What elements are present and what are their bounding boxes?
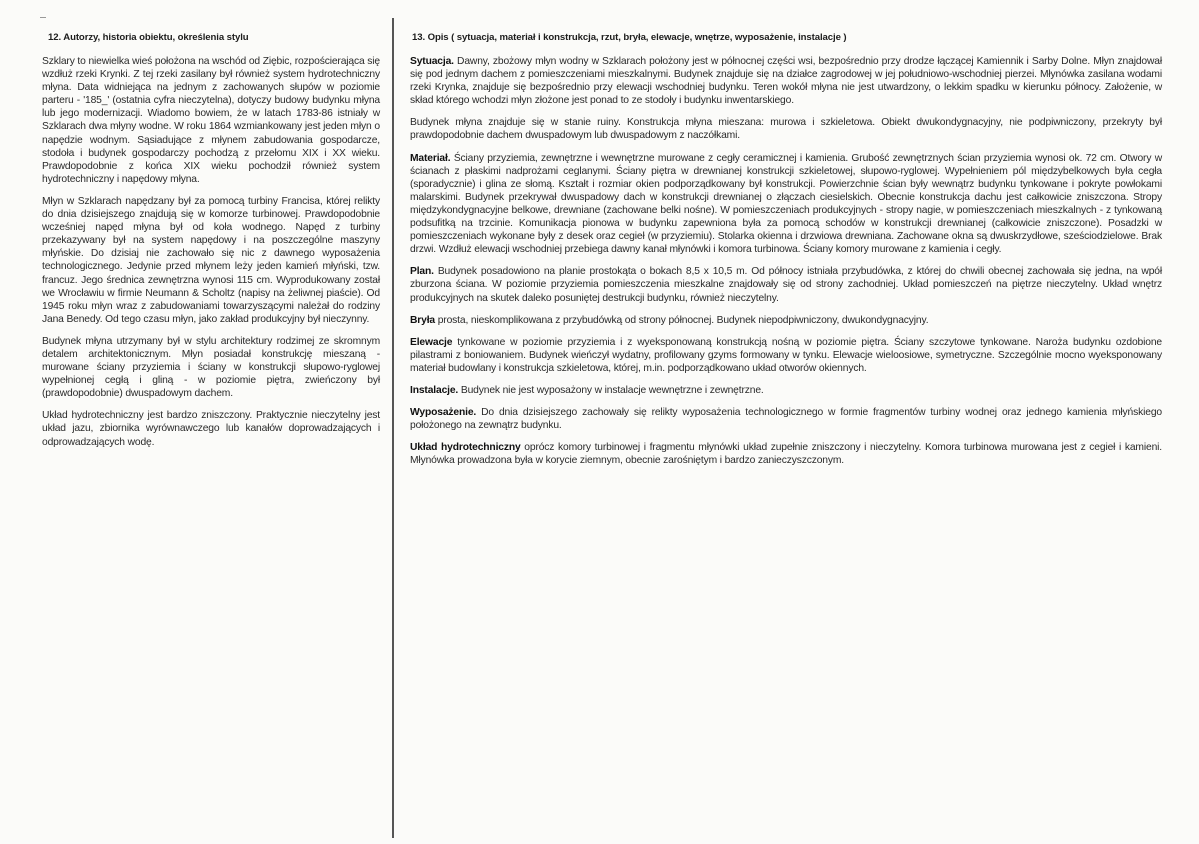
- paragraph-label: Elewacje: [410, 336, 453, 348]
- section-12-heading: 12. Autorzy, historia obiektu, określenia stylu: [48, 32, 249, 43]
- paragraph-text: Do dnia dzisiejszego zachowały się relikty wyposażenia technologicznego w formie fragmentów turbiny wodnej oraz jednego kamienia młyńskiego położonego na zewnątrz budynku.: [410, 407, 1162, 432]
- right-column: [410, 30, 1162, 476]
- left-paragraph: Szklary to niewielka wieś położona na wschód od Ziębic, rozpościerająca się wzdłuż rzeki Krynki. Z tej rzeki zasilany był również system hydrotechniczny młyna. Data widniejąca na jednym z zachowanych słupów w poziomie parteru - '185_' (ostatnia cyfra nieczytelna), dotyczy budowy budynku młyna lub jego modernizacji. Wiadomo bowiem, że w latach 1783-86 istniały w Szklarach dwa młyny wodne. W roku 1864 wzmiankowany jest jeden młyn o napędzie wodnym. Sąsiadujące z młynem zabudowania gospodarcze, stodoła i budynek gospodarczy pochodzą z przełomu XIX i XX wieku. Prawdopodobnie z końca XIX wieku pochodził również system hydrotechniczny i napędowy młyna.: [42, 56, 380, 185]
- paragraph-text: Budynek posadowiono na planie prostokąta o bokach 8,5 x 10,5 m. Od północy istniała przybudówka, z której do chwili obecnej zachowała się jedna, na wpół zburzona ściana. W poziomie przyziemia pomieszczenia mieszkalne znajdowały się od strony zachodniej. Układ pomieszczeń na piętrze nieczytelny. Układ wnętrz produkcyjnych na skutek daleko posuniętej destrukcji budynku, również nieczytelny.: [410, 266, 1162, 304]
- paragraph-instalacje: [410, 384, 1162, 397]
- paragraph-plan: [410, 265, 1162, 304]
- scan-mark: [40, 17, 46, 18]
- paragraph-label: Układ hydrotechniczny: [410, 442, 521, 454]
- left-paragraph: Budynek młyna utrzymany był w stylu architektury rodzimej ze skromnym detalem architektonicznym. Młyn posiadał konstrukcję mieszaną - murowane ściany przyziemia i ściany w konstrukcji słupowo-ryglowej wypełnionej cegłą i gliną - w poziomie piętra, zwieńczony był (prawdopodobnie) dwuspadowym dachem.: [42, 335, 380, 400]
- paragraph-stan: [410, 116, 1162, 142]
- paragraph-label: Sytuacja.: [410, 56, 454, 67]
- paragraph-label: Materiał.: [410, 152, 451, 164]
- paragraph-bryla: [410, 314, 1162, 327]
- paragraph-label: Wyposażenie.: [410, 407, 477, 419]
- paragraph-text: Ściany przyziemia, zewnętrzne i wewnętrzne murowane z cegły ceramicznej i kamienia. Grubość zewnętrznych ścian przyziemia wynosi ok. 72 cm. Otwory w ścianach z płaskimi nadprożami ceglanymi. Ściany piętra w drewnianej konstrukcji szkieletowej, słupowo-ryglowej. Wypełnieniem pól międzybelkowych była cegła (sporadycznie) i glina ze słomą. Kształt i rozmiar okien podporządkowany był konstrukcji. Powierzchnie ścian były wewnątrz budynku tynkowane i pokryte powłokami malarskimi. Budynek przekrywał dwuspadowy dach w konstrukcji drewnianej o złączach ciesielskich. Obecnie konstrukcja dachu jest całkowicie zniszczona. Stropy międzykondygnacyjne belkowe, drewniane (zachowane belki nośne). W pomieszczeniach produkcyjnych - stropy nagie, w pomieszczeniach mieszkalnych - z tynkowaną podsufitką na trzcinie. Komunikacja pionowa w budynku zapewniona była za pomocą schodów w konstrukcji drewnianej (całkowicie zniszczone). Posadzki w pomieszczeniach wykonane były z desek oraz cegieł (w przyziemiu). Stolarka okienna i drzwiowa drewniana. Zachowane okna są dwuskrzydłowe, sześciodzielowe. Brak drzwi. Wzdłuż elewacji wschodniej przebiega dawny kanał młynówki i komora turbinowa. Ściany komory murowane z kamienia i cegły.: [410, 152, 1162, 256]
- paragraph-text: Budynek młyna znajduje się w stanie ruiny. Konstrukcja młyna mieszana: murowa i szkieletowa. Obiekt dwukondygnacyjny, nie podpiwniczony, przekryty był prawdopodobnie dachem dwuspadowym lub dwuspadowym z naczółkami.: [410, 117, 1162, 142]
- paragraph-material: [410, 152, 1162, 257]
- paragraph-label: Instalacje.: [410, 384, 459, 396]
- paragraph-text: oprócz komory turbinowej i fragmentu młynówki układ zupełnie zniszczony i nieczytelny. Komora turbinowa murowana jest z cegieł i kamieni. Młynówka prowadzona była w korycie ziemnym, obecnie zarośniętym i bardzo zanieczyszczonym.: [410, 442, 1162, 467]
- paragraph-elewacje: [410, 336, 1162, 375]
- left-paragraph: Młyn w Szklarach napędzany był za pomocą turbiny Francisa, której relikty do dnia dzisiejszego znajdują się w komorze turbinowej. Prawdopodobnie wcześniej napęd młyna był od koła wodnego. Napęd z turbiny przekazywany był na system napędowy i na poszczególne maszyny młyńskie. Do dzisiaj nie zachowało się nic z dawnego wyposażenia technologicznego. Jedynie przed młynem leży jeden kamień młyński, tzw. francuz. Jego średnica zewnętrzna wynosi 115 cm. Wyprodukowany został we Wrocławiu w firmie Neumann & Scholtz (napisy na żeliwnej piaście). Od 1945 roku młyn wraz z zabudowaniami towarzyszącymi należał do rodziny Jana Benedy. Od tego czasu młyn, jako zakład produkcyjny był nieczynny.: [42, 195, 380, 325]
- paragraph-text: tynkowane w poziomie przyziemia i z wyeksponowaną konstrukcją nośną w poziomie piętra. Ściany szczytowe tynkowane. Naroża budynku ozdobione pilastrami z boniowaniem. Budynek wieńczył wydatny, profilowany gzyms formowany w tynku. Elewacje wieloosiowe, symetryczne. Szczególnie mocno wyeksponowany materiał budowlany i konstrukcja szkieletowa, której, m.in. podporządkowano układ otworów okiennych.: [410, 336, 1162, 374]
- paragraph-label: Plan.: [410, 266, 434, 278]
- paragraph-text: Dawny, zbożowy młyn wodny w Szklarach położony jest w północnej części wsi, bezpośrednio przy drodze łączącej Kamiennik i Sarby Dolne. Młyn znajdował się pod jednym dachem z pomieszczeniami mieszkalnymi. Budynek znajduje się na działce zagrodowej w jej południowo-wschodniej pierzei. Młynówka zasilana wodami rzeki Krynka, znajduje się bezpośrednio przy elewacji wschodniej budynku. Teren wokół młyna nie jest utwardzony, o lekkim spadku w kierunku północy. Założenie, w skład którego wchodzi młyn złożone jest ponad to ze stodoły i budynku inwentarskiego.: [410, 56, 1162, 107]
- paragraph-wyposazenie: [410, 406, 1162, 432]
- paragraph-text: Budynek nie jest wyposażony w instalacje wewnętrzne i zewnętrzne.: [458, 384, 764, 396]
- section-13-heading: 13. Opis ( sytuacja, materiał i konstrukcja, rzut, bryła, elewacje, wnętrze, wyposażenie, instalacje ): [412, 32, 847, 43]
- paragraph-label: Bryła: [410, 314, 436, 326]
- paragraph-uklad-hydrotechniczny: [410, 441, 1162, 467]
- left-paragraph: Układ hydrotechniczny jest bardzo zniszczony. Praktycznie nieczytelny jest układ jazu, zbiornika wyrównawczego lub kanałów doprowadzających i odprowadzających wodę.: [42, 410, 380, 448]
- column-divider: [392, 18, 394, 838]
- paragraph-text: prosta, nieskomplikowana z przybudówką od strony północnej. Budynek niepodpiwniczony, dwukondygnacyjny.: [435, 314, 929, 326]
- paragraph-sytuacja: [410, 55, 1162, 107]
- left-column: [42, 30, 380, 458]
